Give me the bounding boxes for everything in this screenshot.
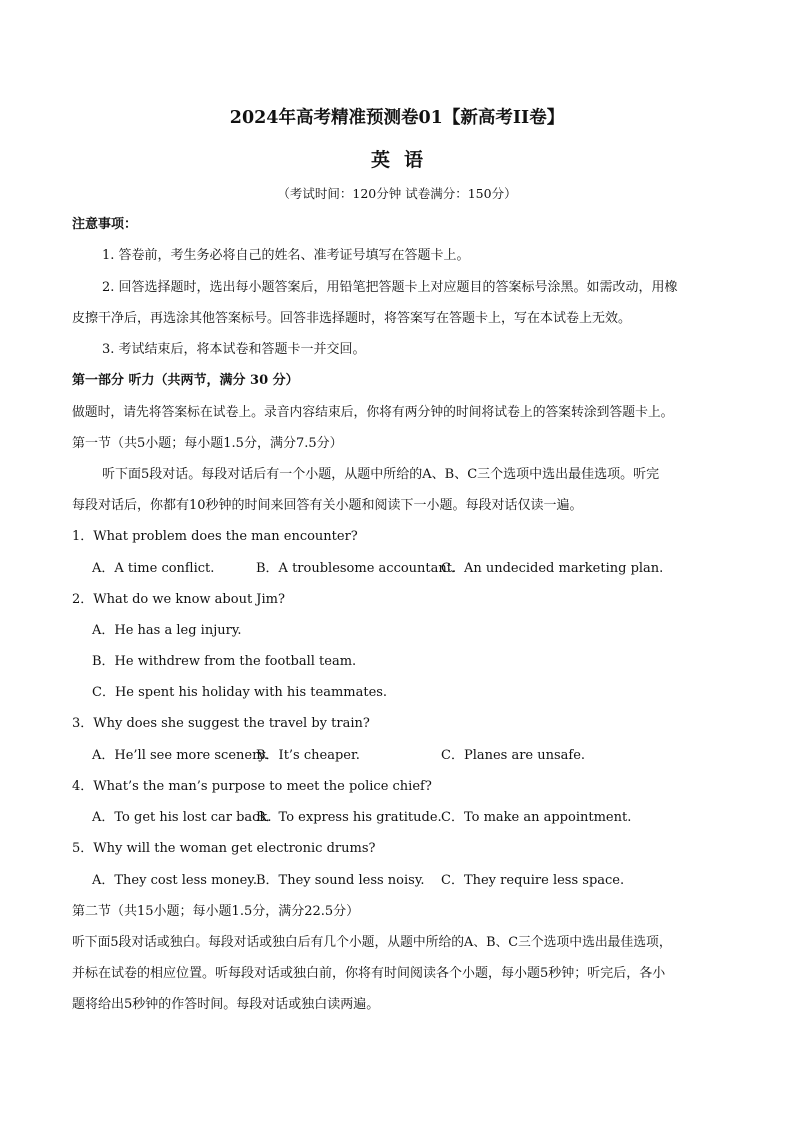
note-item: 3. 考试结束后，将本试卷和答题卡一并交回。 <box>102 342 366 357</box>
question-stem: 1．What problem does the man encounter? <box>72 529 358 544</box>
section2-instructions-continued: 题将给出5秒钟的作答时间。每段对话或独白读两遍。 <box>72 997 380 1012</box>
option-c: C．An undecided marketing plan. <box>441 561 664 576</box>
note-item: 2. 回答选择题时，选出每小题答案后，用铅笔把答题卡上对应题目的答案标号涂黑。如需改动，用橡 <box>102 280 678 295</box>
option-b: B．It’s cheaper. <box>256 748 360 763</box>
section1-instructions: 听下面5段对话。每段对话后有一个小题，从题中所给的A、B、C三个选项中选出最佳选项。听完 <box>102 467 660 482</box>
option-b: B．A troublesome accountant. <box>256 561 457 576</box>
note-item-continued: 皮擦干净后，再选涂其他答案标号。回答非选择题时，将答案写在答题卡上，写在本试卷上无效。 <box>72 311 632 326</box>
note-item: 1. 答卷前，考生务必将自己的姓名、准考证号填写在答题卡上。 <box>102 248 470 263</box>
option-b: B．He withdrew from the football team. <box>92 654 357 669</box>
exam-title: 2024年高考精准预测卷01【新高考II卷】 <box>229 108 565 128</box>
question-stem: 5．Why will the woman get electronic drums? <box>72 841 376 856</box>
option-a: A．They cost less money. <box>92 873 258 888</box>
part1-intro: 做题时，请先将答案标在试卷上。录音内容结束后，你将有两分钟的时间将试卷上的答案转涂到答题卡上。 <box>72 405 674 420</box>
section1-heading: 第一节（共5小题；每小题1.5分，满分7.5分） <box>72 436 343 451</box>
option-c: C．To make an appointment. <box>441 810 632 825</box>
part1-heading: 第一部分 听力（共两节，满分 30 分） <box>72 373 299 388</box>
question-stem: 2．What do we know about Jim? <box>72 592 285 607</box>
option-b: B．To express his gratitude. <box>256 810 442 825</box>
option-c: C．They require less space. <box>441 873 625 888</box>
option-c: C．Planes are unsafe. <box>441 748 586 763</box>
option-b: B．They sound less noisy. <box>256 873 425 888</box>
section1-instructions-continued: 每段对话后，你都有10秒钟的时间来回答有关小题和阅读下一小题。每段对话仅读一遍。 <box>72 498 583 513</box>
option-c: C．He spent his holiday with his teammates. <box>92 685 388 700</box>
section2-heading: 第二节（共15小题；每小题1.5分，满分22.5分） <box>72 904 360 919</box>
option-a: A．To get his lost car back. <box>92 810 272 825</box>
option-a: A．A time conflict. <box>92 561 215 576</box>
exam-info: （考试时间：120分钟 试卷满分：150分） <box>277 186 517 201</box>
question-stem: 4．What’s the man’s purpose to meet the police chief? <box>72 779 432 794</box>
option-a: A．He’ll see more scenery. <box>92 748 269 763</box>
section2-instructions-continued: 并标在试卷的相应位置。听每段对话或独白前，你将有时间阅读各个小题，每小题5秒钟；听完后，各小 <box>72 966 666 981</box>
section2-instructions: 听下面5段对话或独白。每段对话或独白后有几个小题，从题中所给的A、B、C三个选项中选出最佳选项， <box>72 935 672 950</box>
option-a: A．He has a leg injury. <box>92 623 242 638</box>
notes-heading: 注意事项： <box>72 217 138 232</box>
question-stem: 3．Why does she suggest the travel by train? <box>72 716 370 731</box>
subject-title: 英语 <box>370 149 437 171</box>
